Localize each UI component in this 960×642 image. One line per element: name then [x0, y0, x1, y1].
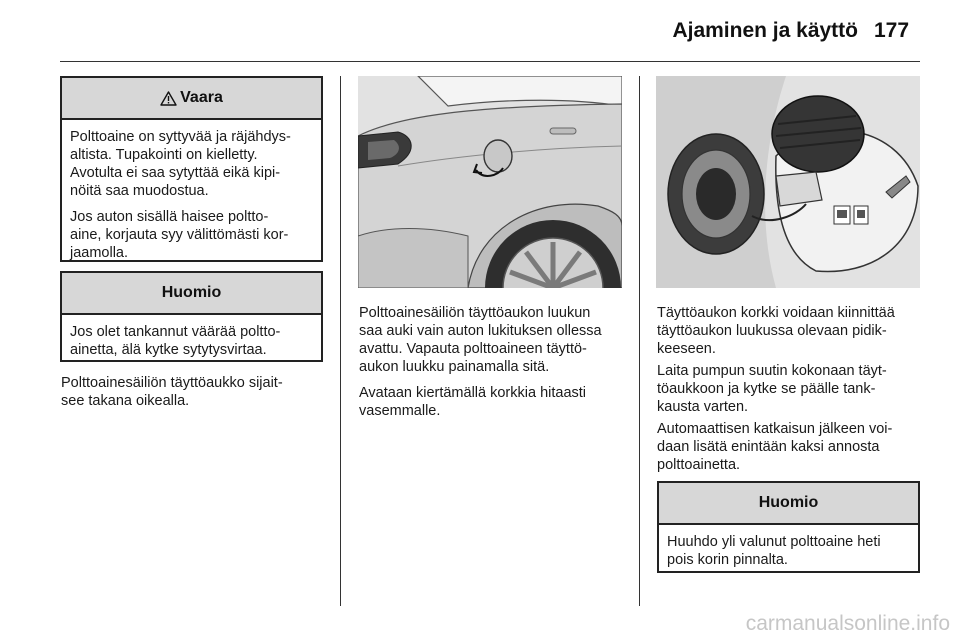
right-paragraph-3: Automaattisen katkaisun jälkeen voi- daan lisätä enintään kaksi annosta polttoainetta.: [657, 421, 893, 473]
notice-right-paragraph: Huuhdo yli valunut polttoaine heti pois korin pinnalta.: [667, 534, 881, 568]
notice-box-left-body: [62, 315, 321, 365]
header-divider: [60, 61, 920, 62]
danger-box-heading: Vaara: [180, 89, 223, 106]
notice-box-left-header: [62, 273, 321, 315]
danger-box-body: [62, 120, 321, 268]
page-title: Ajaminen ja käyttö: [672, 19, 858, 42]
page-number: 177: [874, 19, 910, 42]
right-paragraph-1: Täyttöaukon korkki voidaan kiinnittää täyttöaukon luukussa olevaan pidik- keeseen.: [657, 305, 895, 357]
notice-box-right-body: [659, 525, 918, 575]
middle-paragraph-1: Polttoainesäiliön täyttöaukon luukun saa auki vain auton lukituksen ollessa avattu. Vapauta polttoaineen täyttö- aukon luukku painamalla sitä.: [359, 305, 602, 375]
fuel-cap-drawing: [656, 76, 920, 288]
column-divider-left: [340, 76, 341, 606]
left-paragraph-1: Polttoainesäiliön täyttöaukko sijait- see takana oikealla.: [61, 375, 283, 409]
warning-triangle-icon: [160, 91, 177, 106]
notice-box-right-header: [659, 483, 918, 525]
danger-box: [60, 76, 323, 262]
notice-box-left: [60, 271, 323, 362]
column-divider-right: [639, 76, 640, 606]
middle-paragraph-2: Avataan kiertämällä korkkia hitaasti vasemmalle.: [359, 385, 587, 419]
notice-box-right: [657, 481, 920, 573]
fuel-cap-illustration: [656, 76, 920, 288]
notice-box-left-heading: Huomio: [161, 284, 222, 301]
danger-box-header: [62, 78, 321, 120]
car-rear-illustration: [358, 76, 622, 288]
notice-left-paragraph: Jos olet tankannut väärää poltto- ainetta, älä kytke sytytysvirtaa.: [70, 324, 281, 358]
car-fuel-door-drawing: [358, 76, 622, 288]
notice-box-right-heading: Huomio: [758, 494, 819, 511]
watermark-text[interactable]: carmanualsonline.info: [745, 612, 950, 635]
right-paragraph-2: Laita pumpun suutin kokonaan täyt- töaukkoon ja kytke se päälle tank- kausta varten.: [657, 363, 887, 415]
danger-paragraph-1: Polttoaine on syttyvää ja räjähdys- altista. Tupakointi on kielletty. Avotulta ei saa sytyttää eikä kipi- nöitä saa muodostua.: [70, 129, 291, 199]
danger-paragraph-2: Jos auton sisällä haisee poltto- aine, korjauta syy välittömästi kor- jaamolla.: [70, 209, 289, 261]
